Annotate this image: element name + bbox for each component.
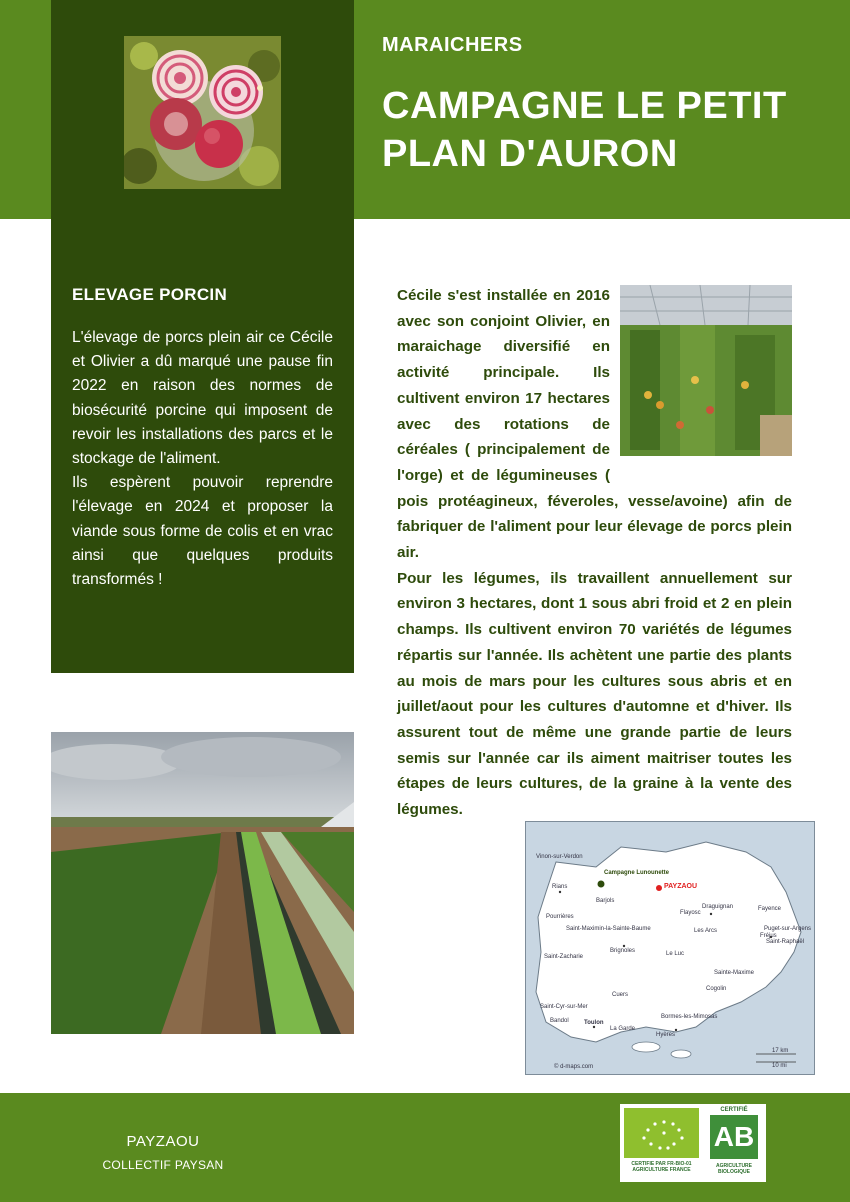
side-text xyxy=(72,326,333,592)
page-title: CAMPAGNE LE PETIT PLAN D'AURON xyxy=(382,85,787,175)
map-town: Fayence xyxy=(758,906,782,912)
header-subtitle: MARAICHERS xyxy=(382,34,523,56)
map-town: Toulon xyxy=(584,1020,604,1026)
map-label-farm: Campagne Lunounette xyxy=(604,870,670,876)
eu-organic-leaf-icon xyxy=(624,1108,699,1158)
map-town: Saint-Zacharie xyxy=(544,954,584,960)
certification-labels xyxy=(620,1104,766,1182)
footer-subtitle: COLLECTIF PAYSAN xyxy=(102,1158,224,1172)
beetroot-photo xyxy=(124,36,281,189)
map-town: Saint-Raphaël xyxy=(766,939,805,945)
map-town: Les Arcs xyxy=(694,928,718,934)
map-town: Sainte-Maxime xyxy=(714,970,755,976)
map-town: Brignoles xyxy=(610,948,636,954)
map-town: Fréjus xyxy=(760,933,777,939)
map-town: La Garde xyxy=(610,1026,636,1032)
map-town: Le Luc xyxy=(666,951,685,957)
map-town: Draguignan xyxy=(702,904,734,910)
ab-letters: AB xyxy=(710,1115,758,1159)
map-town: Saint-Cyr-sur-Mer xyxy=(540,1004,588,1010)
footer-name: PAYZAOU xyxy=(126,1133,200,1150)
map-town: Bormes-les-Mimosas xyxy=(661,1014,718,1020)
eu-caption: CERTIFIE PAR FR-BIO-01 AGRICULTURE FRANCE xyxy=(631,1161,692,1173)
map-town: Vinon-sur-Verdon xyxy=(536,854,583,860)
map-town: Puget-sur-Argens xyxy=(764,926,812,932)
region-map xyxy=(525,821,815,1075)
map-town: Bandol xyxy=(550,1018,569,1024)
farm-marker xyxy=(598,881,605,888)
map-scale-mi: 10 mi xyxy=(772,1063,787,1069)
side-paragraph: L'élevage de porcs plein air ce Cécile et Olivier a dû marqué une pause fin 2022 en raison des normes de biosécurité porcine qui imposent de revoir les installations des parcs et le stockage de l'aliment. xyxy=(72,329,333,468)
field-photo xyxy=(51,732,354,1034)
map-town: Cogolin xyxy=(706,986,727,992)
map-label-payzaou: PAYZAOU xyxy=(664,883,698,890)
map-town: Barjols xyxy=(596,898,615,904)
ab-logo-icon xyxy=(704,1105,764,1181)
map-scale-km: 17 km xyxy=(772,1048,789,1054)
payzaou-marker xyxy=(656,885,662,891)
map-town: Saint-Maximin-la-Sainte-Baume xyxy=(566,926,651,932)
main-paragraph: Cécile s'est installée en 2016 avec son conjoint Olivier, en maraichage diversifié en activité principale. Ils cultivent environ 17 hectares avec des rotations de céréales ( principalement de l'orge) et de légumineuses ( pois protéagineux, féveroles, vesse/avoine) afin de fabriquer de l'aliment pour leur élevage de porcs plein air. xyxy=(397,287,792,562)
greenhouse-photo xyxy=(620,285,792,456)
map-credit: © d-maps.com xyxy=(554,1064,594,1070)
side-paragraph: Ils espèrent pouvoir reprendre l'élevage en 2024 et proposer la viande sous forme de colis et en vrac ainsi que quelques produits transformés ! xyxy=(72,474,333,589)
map-town: Flayosc xyxy=(680,910,701,916)
map-town: Rians xyxy=(552,884,568,890)
map-town: Pourrières xyxy=(546,914,574,920)
ab-top: CERTIFIÉ xyxy=(720,1107,748,1113)
main-paragraph: Pour les légumes, ils travaillent annuellement sur environ 3 hectares, dont 1 sous abri froid et 2 en plein champs. Ils cultivent environ 70 variétés de légumes répartis sur l'année. Ils achètent une partie des plants au mois de mars pour les cultures sous abris et en juillet/aout pour les cultures d'automne et d'hiver. Ils assurent tout de même une grande partie de leurs semis sur l'année car ils aiment maitriser toutes les étapes de leurs cultures, de la graine à la vente des légumes. xyxy=(397,569,792,819)
main-text xyxy=(397,283,792,823)
ab-caption: AGRICULTURE BIOLOGIQUE xyxy=(715,1163,752,1175)
map-town: Cuers xyxy=(612,992,629,998)
map-town: Hyères xyxy=(656,1032,676,1038)
side-heading: ELEVAGE PORCIN xyxy=(72,285,228,304)
